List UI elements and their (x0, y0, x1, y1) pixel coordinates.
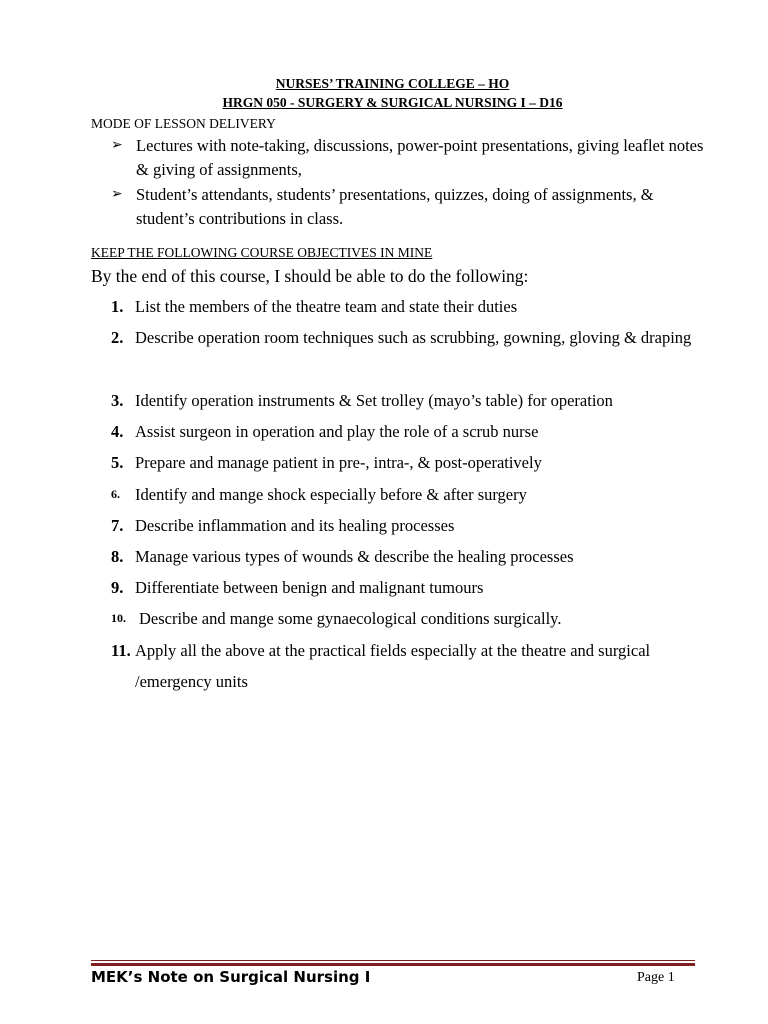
course-title: HRGN 050 - SURGERY & SURGICAL NURSING I – D16 (222, 95, 563, 110)
arrow-bullet-icon: ➢ (111, 138, 123, 153)
objective-text: Identify operation instruments & Set trolley (mayo’s table) for operation (135, 391, 613, 410)
objective-number: 8. (111, 547, 124, 566)
footer-divider-thin (91, 960, 695, 961)
objective-item (111, 416, 711, 447)
page-number: Page 1 (637, 970, 675, 985)
objective-text: Assist surgeon in operation and play the role of a scrub nurse (135, 422, 539, 441)
objective-item (111, 385, 711, 416)
objective-text: Prepare and manage patient in pre-, intra-, & post-operatively (135, 453, 542, 472)
college-title: NURSES’ TRAINING COLLEGE – HO (275, 76, 510, 91)
objective-number: 1. (111, 297, 124, 316)
objective-text: Manage various types of wounds & describe the healing processes (135, 547, 574, 566)
objective-item (111, 510, 711, 541)
objective-number: 9. (111, 578, 124, 597)
objective-item (111, 635, 711, 697)
objective-item (111, 541, 711, 572)
objective-number: 5. (111, 453, 124, 472)
objective-number: 6. (111, 487, 120, 501)
delivery-item-text: Lectures with note-taking, discussions, power-point presentations, giving leaflet notes & giving of assignments, (136, 136, 704, 179)
objective-text: Describe operation room techniques such as scrubbing, gowning, gloving & draping (135, 328, 692, 347)
objective-number: 4. (111, 422, 124, 441)
objective-item (111, 447, 711, 478)
objective-item (111, 603, 711, 634)
footer-divider-thick (91, 963, 695, 966)
delivery-item-text: Student’s attendants, students’ presentations, quizzes, doing of assignments, & student’s contributions in class. (136, 185, 654, 228)
delivery-item (111, 134, 711, 182)
objectives-intro: By the end of this course, I should be able to do the following: (91, 266, 529, 286)
footer-note-title: MEK’s Note on Surgical Nursing I (91, 968, 371, 986)
objective-text: List the members of the theatre team and state their duties (135, 297, 518, 316)
objective-number: 3. (111, 391, 124, 410)
objective-item (111, 291, 711, 322)
objective-number: 11. (111, 641, 131, 660)
objective-text: Describe and mange some gynaecological conditions surgically. (139, 609, 562, 628)
objective-item (111, 572, 711, 603)
objective-text: Describe inflammation and its healing processes (135, 516, 455, 535)
objective-number: 10. (111, 611, 126, 625)
arrow-bullet-icon: ➢ (111, 187, 123, 202)
objective-number: 7. (111, 516, 124, 535)
objective-text: Identify and mange shock especially before & after surgery (135, 485, 527, 504)
objective-text: Differentiate between benign and malignant tumours (135, 578, 484, 597)
objective-number: 2. (111, 328, 124, 347)
delivery-heading: MODE OF LESSON DELIVERY (91, 116, 276, 131)
objective-item (111, 479, 711, 510)
objective-text: Apply all the above at the practical fields especially at the theatre and surgical /emergency units (135, 641, 651, 691)
objective-item (111, 322, 711, 353)
objectives-heading: KEEP THE FOLLOWING COURSE OBJECTIVES IN MINE (91, 245, 433, 260)
delivery-item (111, 183, 711, 231)
